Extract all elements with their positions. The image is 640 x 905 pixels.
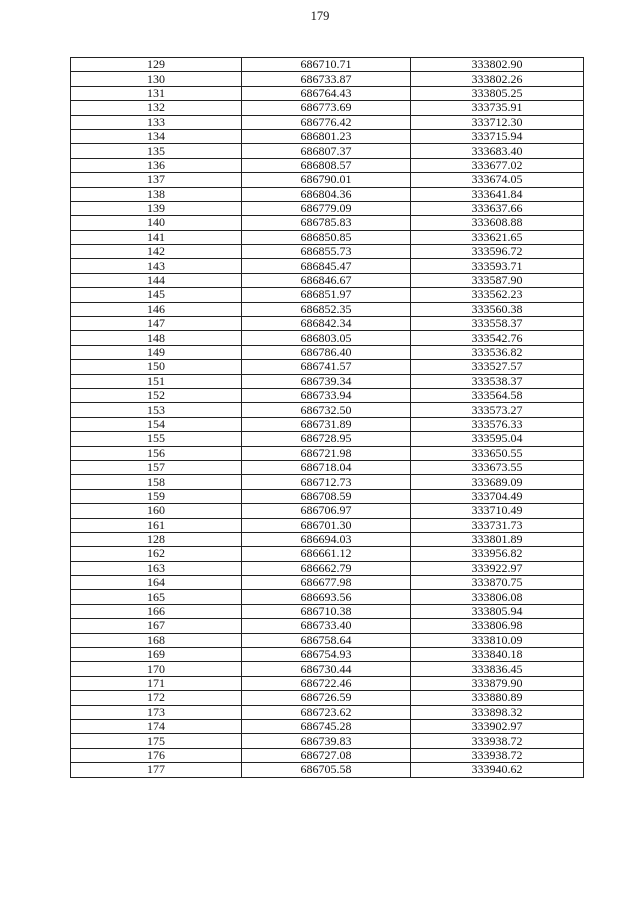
coordinates-table-body [71,58,584,778]
y-coordinate-cell: 333527.57 [411,360,584,374]
table-row [71,705,584,719]
x-coordinate-cell: 686728.95 [242,432,411,446]
table-row [71,633,584,647]
point-number-cell: 149 [71,345,242,359]
point-number-cell: 143 [71,259,242,273]
x-coordinate-cell: 686701.30 [242,518,411,532]
table-row [71,763,584,777]
point-number-cell: 163 [71,561,242,575]
x-coordinate-cell: 686722.46 [242,676,411,690]
point-number-cell: 129 [71,58,242,72]
y-coordinate-cell: 333573.27 [411,403,584,417]
x-coordinate-cell: 686852.35 [242,302,411,316]
x-coordinate-cell: 686730.44 [242,662,411,676]
y-coordinate-cell: 333595.04 [411,432,584,446]
y-coordinate-cell: 333593.71 [411,259,584,273]
point-number-cell: 165 [71,590,242,604]
table-row [71,460,584,474]
table-row [71,245,584,259]
point-number-cell: 172 [71,691,242,705]
x-coordinate-cell: 686733.94 [242,388,411,402]
x-coordinate-cell: 686723.62 [242,705,411,719]
table-row [71,504,584,518]
table-row [71,173,584,187]
point-number-cell: 141 [71,230,242,244]
table-row [71,446,584,460]
table-row [71,676,584,690]
point-number-cell: 140 [71,216,242,230]
y-coordinate-cell: 333560.38 [411,302,584,316]
y-coordinate-cell: 333956.82 [411,547,584,561]
y-coordinate-cell: 333731.73 [411,518,584,532]
x-coordinate-cell: 686785.83 [242,216,411,230]
table-row [71,259,584,273]
x-coordinate-cell: 686710.38 [242,604,411,618]
x-coordinate-cell: 686807.37 [242,144,411,158]
point-number-cell: 150 [71,360,242,374]
y-coordinate-cell: 333802.26 [411,72,584,86]
x-coordinate-cell: 686739.83 [242,734,411,748]
x-coordinate-cell: 686801.23 [242,129,411,143]
point-number-cell: 175 [71,734,242,748]
x-coordinate-cell: 686745.28 [242,719,411,733]
x-coordinate-cell: 686855.73 [242,245,411,259]
table-row [71,561,584,575]
x-coordinate-cell: 686776.42 [242,115,411,129]
table-row [71,187,584,201]
point-number-cell: 156 [71,446,242,460]
y-coordinate-cell: 333840.18 [411,648,584,662]
y-coordinate-cell: 333637.66 [411,201,584,215]
y-coordinate-cell: 333735.91 [411,101,584,115]
x-coordinate-cell: 686741.57 [242,360,411,374]
x-coordinate-cell: 686786.40 [242,345,411,359]
table-row [71,388,584,402]
y-coordinate-cell: 333558.37 [411,317,584,331]
point-number-cell: 174 [71,719,242,733]
y-coordinate-cell: 333689.09 [411,475,584,489]
x-coordinate-cell: 686733.40 [242,619,411,633]
table-row [71,230,584,244]
point-number-cell: 157 [71,460,242,474]
point-number-cell: 158 [71,475,242,489]
x-coordinate-cell: 686779.09 [242,201,411,215]
x-coordinate-cell: 686739.34 [242,374,411,388]
y-coordinate-cell: 333587.90 [411,273,584,287]
x-coordinate-cell: 686846.67 [242,273,411,287]
table-row [71,72,584,86]
x-coordinate-cell: 686710.71 [242,58,411,72]
table-row [71,417,584,431]
table-row [71,691,584,705]
point-number-cell: 134 [71,129,242,143]
table-row [71,748,584,762]
x-coordinate-cell: 686706.97 [242,504,411,518]
table-row [71,604,584,618]
table-row [71,129,584,143]
x-coordinate-cell: 686804.36 [242,187,411,201]
x-coordinate-cell: 686803.05 [242,331,411,345]
table-row [71,101,584,115]
y-coordinate-cell: 333870.75 [411,576,584,590]
point-number-cell: 166 [71,604,242,618]
table-row [71,317,584,331]
point-number-cell: 168 [71,633,242,647]
point-number-cell: 146 [71,302,242,316]
point-number-cell: 132 [71,101,242,115]
x-coordinate-cell: 686718.04 [242,460,411,474]
y-coordinate-cell: 333806.98 [411,619,584,633]
x-coordinate-cell: 686845.47 [242,259,411,273]
table-row [71,302,584,316]
point-number-cell: 176 [71,748,242,762]
x-coordinate-cell: 686790.01 [242,173,411,187]
point-number-cell: 135 [71,144,242,158]
point-number-cell: 137 [71,173,242,187]
table-row [71,58,584,72]
y-coordinate-cell: 333810.09 [411,633,584,647]
point-number-cell: 136 [71,158,242,172]
y-coordinate-cell: 333802.90 [411,58,584,72]
y-coordinate-cell: 333806.08 [411,590,584,604]
y-coordinate-cell: 333674.05 [411,173,584,187]
point-number-cell: 173 [71,705,242,719]
x-coordinate-cell: 686808.57 [242,158,411,172]
point-number-cell: 133 [71,115,242,129]
point-number-cell: 130 [71,72,242,86]
x-coordinate-cell: 686721.98 [242,446,411,460]
y-coordinate-cell: 333801.89 [411,532,584,546]
point-number-cell: 160 [71,504,242,518]
page-number: 179 [310,9,330,23]
x-coordinate-cell: 686677.98 [242,576,411,590]
point-number-cell: 139 [71,201,242,215]
table-row [71,216,584,230]
y-coordinate-cell: 333608.88 [411,216,584,230]
x-coordinate-cell: 686754.93 [242,648,411,662]
y-coordinate-cell: 333542.76 [411,331,584,345]
point-number-cell: 131 [71,86,242,100]
table-row [71,547,584,561]
table-row [71,662,584,676]
point-number-cell: 170 [71,662,242,676]
y-coordinate-cell: 333715.94 [411,129,584,143]
x-coordinate-cell: 686764.43 [242,86,411,100]
x-coordinate-cell: 686726.59 [242,691,411,705]
y-coordinate-cell: 333805.94 [411,604,584,618]
y-coordinate-cell: 333538.37 [411,374,584,388]
point-number-cell: 145 [71,288,242,302]
y-coordinate-cell: 333898.32 [411,705,584,719]
table-row [71,360,584,374]
table-row [71,475,584,489]
x-coordinate-cell: 686733.87 [242,72,411,86]
point-number-cell: 148 [71,331,242,345]
y-coordinate-cell: 333704.49 [411,489,584,503]
y-coordinate-cell: 333641.84 [411,187,584,201]
point-number-cell: 142 [71,245,242,259]
table-row [71,590,584,604]
coordinates-table [70,57,584,778]
y-coordinate-cell: 333673.55 [411,460,584,474]
point-number-cell: 169 [71,648,242,662]
table-row [71,86,584,100]
table-row [71,158,584,172]
y-coordinate-cell: 333536.82 [411,345,584,359]
y-coordinate-cell: 333938.72 [411,734,584,748]
y-coordinate-cell: 333650.55 [411,446,584,460]
point-number-cell: 162 [71,547,242,561]
table-row [71,374,584,388]
x-coordinate-cell: 686693.56 [242,590,411,604]
point-number-cell: 161 [71,518,242,532]
y-coordinate-cell: 333805.25 [411,86,584,100]
y-coordinate-cell: 333712.30 [411,115,584,129]
point-number-cell: 155 [71,432,242,446]
y-coordinate-cell: 333710.49 [411,504,584,518]
x-coordinate-cell: 686712.73 [242,475,411,489]
table-row [71,115,584,129]
point-number-cell: 154 [71,417,242,431]
y-coordinate-cell: 333576.33 [411,417,584,431]
point-number-cell: 147 [71,317,242,331]
x-coordinate-cell: 686842.34 [242,317,411,331]
table-row [71,403,584,417]
y-coordinate-cell: 333596.72 [411,245,584,259]
x-coordinate-cell: 686705.58 [242,763,411,777]
point-number-cell: 144 [71,273,242,287]
table-row [71,288,584,302]
point-number-cell: 164 [71,576,242,590]
y-coordinate-cell: 333677.02 [411,158,584,172]
y-coordinate-cell: 333683.40 [411,144,584,158]
point-number-cell: 159 [71,489,242,503]
y-coordinate-cell: 333836.45 [411,662,584,676]
table-row [71,345,584,359]
x-coordinate-cell: 686732.50 [242,403,411,417]
x-coordinate-cell: 686662.79 [242,561,411,575]
table-row [71,273,584,287]
y-coordinate-cell: 333922.97 [411,561,584,575]
table-row [71,576,584,590]
x-coordinate-cell: 686850.85 [242,230,411,244]
point-number-cell: 153 [71,403,242,417]
y-coordinate-cell: 333621.65 [411,230,584,244]
point-number-cell: 177 [71,763,242,777]
x-coordinate-cell: 686851.97 [242,288,411,302]
point-number-cell: 128 [71,532,242,546]
y-coordinate-cell: 333562.23 [411,288,584,302]
table-row [71,432,584,446]
y-coordinate-cell: 333879.90 [411,676,584,690]
table-row [71,719,584,733]
y-coordinate-cell: 333902.97 [411,719,584,733]
point-number-cell: 152 [71,388,242,402]
table-row [71,201,584,215]
table-row [71,518,584,532]
table-row [71,331,584,345]
y-coordinate-cell: 333940.62 [411,763,584,777]
table-row [71,619,584,633]
table-row [71,532,584,546]
x-coordinate-cell: 686773.69 [242,101,411,115]
point-number-cell: 138 [71,187,242,201]
table-row [71,489,584,503]
x-coordinate-cell: 686694.03 [242,532,411,546]
y-coordinate-cell: 333564.58 [411,388,584,402]
x-coordinate-cell: 686758.64 [242,633,411,647]
y-coordinate-cell: 333880.89 [411,691,584,705]
x-coordinate-cell: 686731.89 [242,417,411,431]
point-number-cell: 151 [71,374,242,388]
point-number-cell: 171 [71,676,242,690]
point-number-cell: 167 [71,619,242,633]
table-row [71,734,584,748]
x-coordinate-cell: 686661.12 [242,547,411,561]
table-row [71,648,584,662]
x-coordinate-cell: 686708.59 [242,489,411,503]
x-coordinate-cell: 686727.08 [242,748,411,762]
table-row [71,144,584,158]
y-coordinate-cell: 333938.72 [411,748,584,762]
